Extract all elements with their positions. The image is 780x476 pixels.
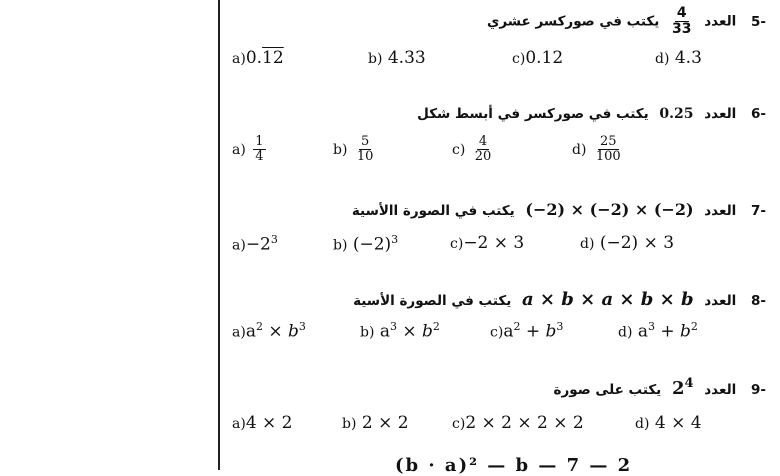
question-6	[417, 106, 766, 122]
q8-option-c[interactable]	[490, 320, 563, 342]
option-exponent: 2	[690, 320, 698, 333]
option-label: d)	[655, 51, 670, 67]
q6-option-b[interactable]	[333, 135, 377, 164]
option-value: a	[503, 321, 514, 342]
fraction-numerator: 1	[255, 134, 264, 149]
q6-option-a[interactable]	[232, 135, 268, 164]
option-exponent: 2	[513, 320, 521, 333]
q9-option-b[interactable]	[342, 413, 409, 433]
question-text-after: يكتب في الصورة الأسية	[353, 293, 512, 309]
option-exponent: 3	[389, 320, 397, 333]
option-fraction	[473, 135, 494, 164]
repeating-digits: 12	[262, 48, 284, 68]
question-number: -8	[750, 293, 766, 309]
option-fraction	[253, 135, 265, 164]
option-exponent: 2	[255, 320, 263, 333]
q5-option-c[interactable]	[512, 48, 563, 68]
option-value: 0.12	[525, 48, 564, 68]
fraction-denominator: 10	[356, 149, 374, 164]
option-label: c)	[452, 142, 466, 158]
option-label: d)	[618, 324, 633, 341]
question-number: -7	[750, 203, 766, 219]
question-number: -9	[750, 382, 766, 398]
option-label: b)	[368, 51, 383, 67]
option-label: d)	[572, 142, 587, 158]
q9-option-a[interactable]	[232, 413, 293, 433]
q5-option-b[interactable]	[368, 48, 426, 68]
question-8	[353, 289, 766, 310]
fraction-numerator: 4	[478, 134, 488, 149]
fraction-denominator: 20	[474, 149, 492, 164]
option-value-mid: + b	[520, 321, 557, 342]
option-value: a	[637, 321, 648, 342]
option-value-mid: + b	[654, 321, 691, 342]
option-label: c)	[452, 416, 466, 432]
question-text-before: العدد	[704, 203, 737, 219]
option-label: a)	[232, 324, 246, 341]
power-base: 2	[671, 378, 685, 399]
option-base: (−2)	[352, 234, 392, 255]
q7-option-a[interactable]	[232, 233, 278, 255]
fraction-denominator: 33	[672, 21, 692, 37]
option-value-mid: × b	[262, 321, 299, 342]
question-text-before: العدد	[704, 382, 737, 398]
option-value: 4 × 4	[654, 413, 702, 433]
question-text-before: العدد	[704, 106, 737, 122]
option-exponent: 3	[270, 233, 278, 246]
question-text-after: يكتب في صوركسر في أبسط شكل	[417, 106, 649, 122]
question-expression: a × b × a × b × b	[521, 289, 694, 310]
q8-option-a[interactable]	[232, 320, 306, 342]
q9-option-d[interactable]	[635, 413, 702, 433]
q8-option-d[interactable]	[618, 320, 698, 342]
question-5	[487, 6, 766, 37]
fraction-numerator: 25	[599, 134, 617, 149]
option-exponent: 3	[391, 233, 399, 246]
question-9	[553, 376, 766, 399]
option-value-mid: × b	[396, 321, 433, 342]
q6-option-d[interactable]	[572, 135, 625, 164]
option-value: 2 × 2 × 2 × 2	[465, 413, 584, 433]
option-label: b)	[342, 416, 357, 432]
option-label: a)	[232, 416, 246, 432]
option-label: d)	[635, 416, 650, 432]
option-value: 4.3	[674, 48, 702, 68]
option-label: d)	[580, 236, 595, 252]
option-fraction	[594, 135, 623, 164]
option-value: −2 × 3	[463, 233, 525, 253]
question-expression: (−2) × (−2) × (−2)	[525, 200, 694, 219]
option-value: 2 × 2	[361, 413, 409, 433]
option-label: b)	[360, 324, 375, 341]
q5-option-d[interactable]	[655, 48, 702, 68]
option-base: −2	[245, 234, 271, 255]
question-number: -6	[750, 106, 766, 122]
power-exponent: 4	[684, 376, 694, 391]
option-exponent: 3	[298, 320, 306, 333]
option-exponent: 3	[647, 320, 655, 333]
option-value: a	[379, 321, 390, 342]
q5-option-a[interactable]	[232, 48, 284, 68]
question-text-after: يكتب في صوركسر عشري	[487, 13, 660, 30]
q7-option-d[interactable]	[580, 233, 674, 253]
option-exponent: 2	[432, 320, 440, 333]
question-number: -5	[750, 13, 766, 30]
question-7	[352, 200, 766, 219]
fraction-numerator: 5	[360, 134, 370, 149]
option-label: c)	[490, 324, 504, 341]
q9-option-c[interactable]	[452, 413, 584, 433]
question-power	[672, 376, 694, 399]
option-label: a)	[232, 51, 246, 67]
q7-option-b[interactable]	[333, 233, 398, 255]
option-label: a)	[232, 237, 246, 254]
fraction-denominator: 100	[595, 149, 621, 164]
option-value: a	[245, 321, 256, 342]
q8-option-b[interactable]	[360, 320, 440, 342]
option-label: c)	[450, 236, 464, 252]
option-label: b)	[333, 237, 348, 254]
question-text-after: يكتب على صورة	[553, 382, 662, 398]
fraction-numerator: 4	[676, 5, 687, 21]
option-value: 4.33	[387, 48, 426, 68]
fraction-denominator: 4	[255, 149, 264, 164]
option-value: 4 × 2	[245, 413, 293, 433]
question-text-after: يكتب في الصورة االأسية	[351, 203, 515, 219]
option-value: 0.	[245, 48, 263, 68]
option-label: b)	[333, 142, 348, 158]
option-label: c)	[512, 51, 526, 67]
next-question-partial: (b · a)² — b — 7 — 2	[395, 455, 633, 476]
option-fraction	[355, 135, 376, 164]
question-text-before: العدد	[704, 13, 737, 30]
option-exponent: 3	[556, 320, 564, 333]
q6-option-c[interactable]	[452, 135, 495, 164]
question-expression: 0.25	[659, 106, 694, 122]
option-value: (−2) × 3	[599, 233, 675, 253]
vertical-divider	[218, 0, 220, 470]
option-label: a)	[232, 142, 246, 158]
q7-option-c[interactable]	[450, 233, 524, 253]
question-text-before: العدد	[704, 293, 737, 309]
question-fraction	[670, 6, 693, 37]
